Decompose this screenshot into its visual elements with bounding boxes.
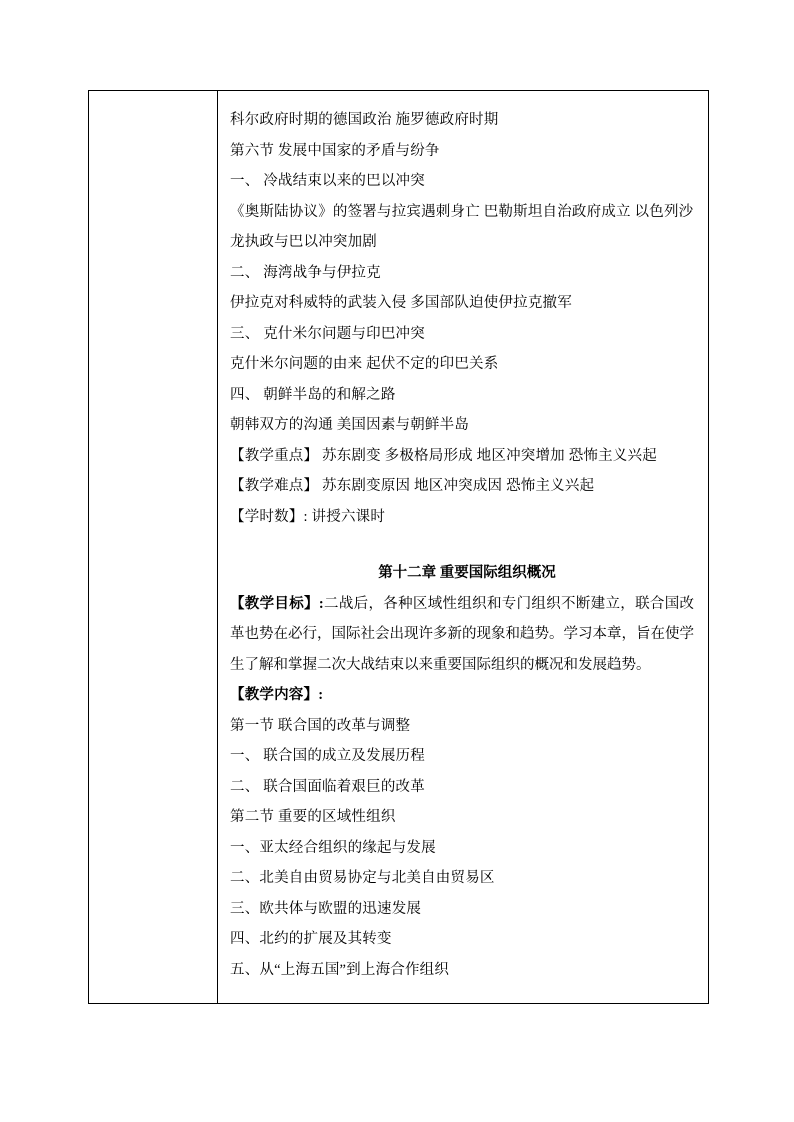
table-row <box>89 91 709 1004</box>
outline-item-2-2: 二、北美自由贸易协定与北美自由贸易区 <box>230 870 495 886</box>
teaching-objective-text: 二战后，各种区域性组织和专门组织不断建立，联合国改革也势在必行，国际社会出现许多新的现象和趋势。学习本章，旨在使学生了解和掌握二次大战结束以来重要国际组织的概况和发展趋势。 <box>230 595 695 673</box>
teaching-difficulty-line: 【教学难点】 苏东剧变原因 地区冲突成因 恐怖主义兴起 <box>230 478 595 494</box>
outline-line-1: 科尔政府时期的德国政治 施罗德政府时期 <box>230 112 499 128</box>
outline-line-3: 一、 冷战结束以来的巴以冲突 <box>230 173 425 189</box>
outline-line-7: 三、 克什米尔问题与印巴冲突 <box>230 325 425 342</box>
outline-line-8: 克什米尔问题的由来 起伏不定的印巴关系 <box>230 356 499 372</box>
outline-line-9: 四、 朝鲜半岛的和解之路 <box>230 386 396 403</box>
teaching-focus-line: 【教学重点】 苏东剧变 多极格局形成 地区冲突增加 恐怖主义兴起 <box>230 447 657 464</box>
outline-item-2-4: 四、北约的扩展及其转变 <box>230 931 392 947</box>
outline-line-4: 《奥斯陆协议》的签署与拉宾遇刺身亡 巴勒斯坦自治政府成立 以色列沙龙执政与巴以冲突加剧 <box>230 203 694 250</box>
outline-item-1-1: 一、 联合国的成立及发展历程 <box>230 748 425 764</box>
outline-item-2-1: 一、亚太经合组织的缘起与发展 <box>230 839 436 856</box>
outline-line-6: 伊拉克对科威特的武装入侵 多国部队迫使伊拉克撤军 <box>230 295 572 311</box>
right-column-cell <box>218 91 709 1004</box>
outline-section-2: 第二节 重要的区域性组织 <box>230 809 396 825</box>
chapter-title: 第十二章 重要国际组织概况 <box>378 565 556 581</box>
right-column-content <box>218 91 708 1003</box>
outline-item-1-2: 二、 联合国面临着艰巨的改革 <box>230 778 425 795</box>
outline-section-1: 第一节 联合国的改革与调整 <box>230 717 411 734</box>
course-outline-table <box>88 90 709 1004</box>
outline-item-2-5: 五、从“上海五国”到上海合作组织 <box>230 961 450 978</box>
outline-line-10: 朝韩双方的沟通 美国因素与朝鲜半岛 <box>230 417 470 433</box>
outline-line-5: 二、 海湾战争与伊拉克 <box>230 264 381 281</box>
teaching-content-label: 【教学内容】: <box>230 687 324 703</box>
left-column-content <box>89 91 217 123</box>
teaching-objective-paragraph <box>230 589 694 681</box>
outline-item-2-3: 三、欧共体与欧盟的迅速发展 <box>230 900 422 917</box>
section-spacer <box>230 532 694 558</box>
teaching-hours-line: 【学时数】: 讲授六课时 <box>230 508 386 525</box>
teaching-objective-label: 【教学目标】: <box>230 595 324 612</box>
left-column-cell <box>89 91 218 1004</box>
outline-line-2: 第六节 发展中国家的矛盾与纷争 <box>230 142 440 159</box>
